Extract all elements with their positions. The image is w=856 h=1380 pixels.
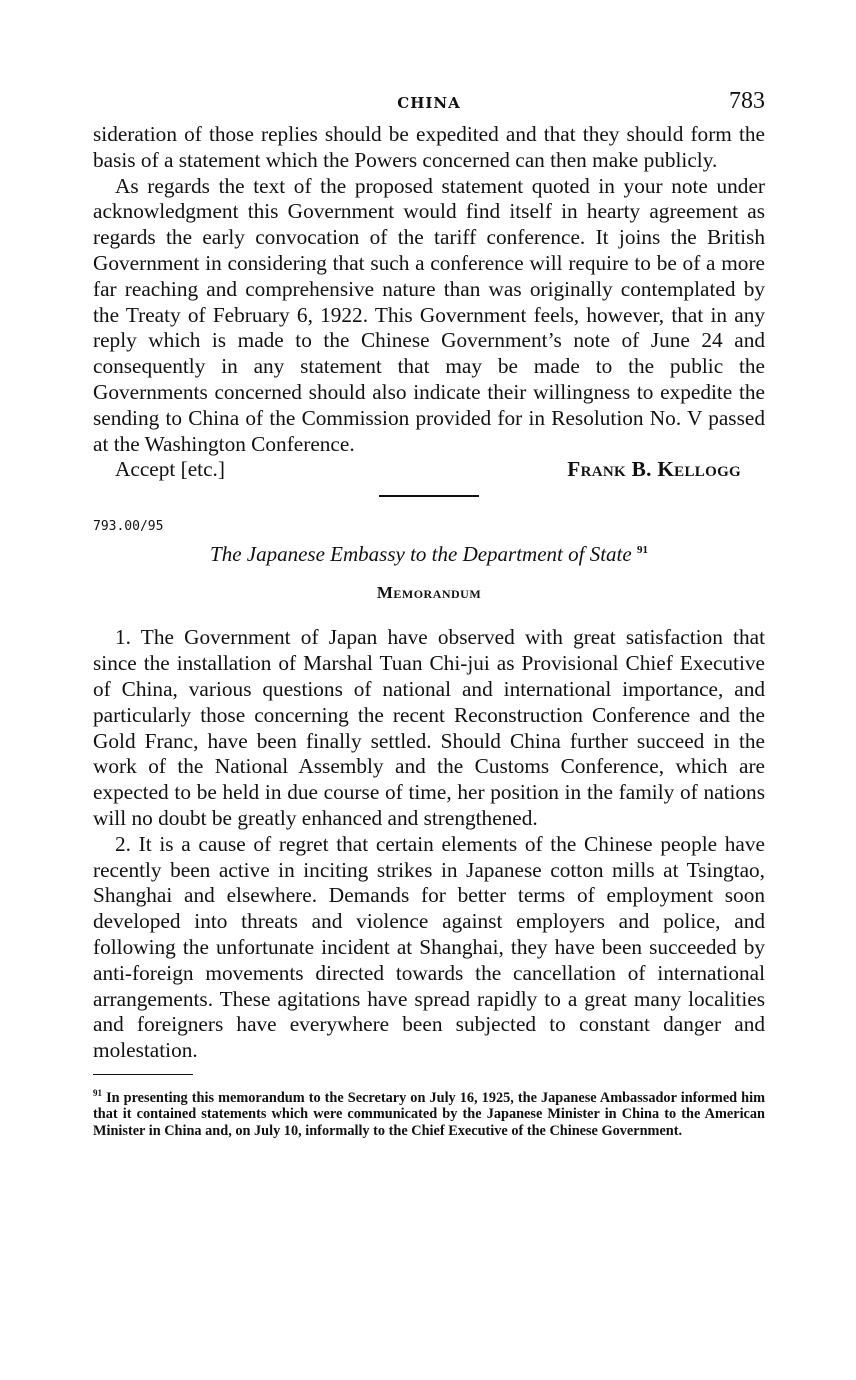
footnote-reference: 91 (636, 544, 648, 557)
footnote-number: 91 (93, 1087, 102, 1098)
letter-paragraph: As regards the text of the proposed statement quoted in your note under acknowledgment this Government would find itself in hearty agreement as regards the early convocation of the tariff conference. It joins the British Government in considering that such a conference will require to be of a more far reaching and comprehensive nature than was originally contemplated by the Treaty of February 6, 1922. This Government feels, however, that in any reply which is made to the Chinese Government’s note of June 24 and consequently in any statement that may be made to the public the Governments concerned should also indicate their willingness to expedite the sending to China of the Commission provided for in Resolution No. V passed at the Washington Conference. (93, 173, 765, 456)
running-header (93, 88, 765, 122)
footnote (93, 1085, 765, 1139)
letter-closing (93, 457, 765, 487)
page-number: 783 (729, 88, 765, 114)
memo-title: Memorandum (376, 583, 482, 603)
footnote-rule (93, 1074, 193, 1075)
memo-paragraph-1: 1. The Government of Japan have observed with great satisfaction that since the installation of Marshal Tuan Chi-jui as Provisional Chief Executive of China, various questions of national and international importance, and particularly those concerning the recent Reconstruction Conference and the Gold Franc, have been finally settled. Should China further succeed in the work of the National Assembly and the Customs Conference, which are expected to be held in due course of time, her position in the family of nations will no doubt be greatly enhanced and strengthened. (93, 625, 765, 830)
footnote-text: In presenting this memorandum to the Secretary on July 16, 1925, the Japanese Ambassador informed him that it contained statements which were communicated by the Japanese Minister in China to the American Minister in China and, on July 10, informally to the Chief Executive of the Chinese Government. (93, 1089, 765, 1139)
memo-paragraph-2: 2. It is a cause of regret that certain elements of the Chinese people have recently been active in inciting strikes in Japanese cotton mills at Tsingtao, Shanghai and elsewhere. Demands for better terms of employment soon developed into threats and violence against employers and police, and following the unfortunate incident at Shanghai, they have been succeeded by anti-foreign movements directed towards the cancellation of international arrangements. These agitations have spread rapidly to a great many localities and foreigners have everywhere been subjected to constant danger and molestation. (93, 831, 765, 1063)
complimentary-close: Accept [etc.] (115, 457, 225, 482)
memo-body (93, 625, 765, 1064)
section-divider (379, 495, 479, 497)
page (93, 88, 765, 1139)
document-heading-text: The Japanese Embassy to the Department of State (210, 542, 632, 567)
letter-paragraph-continued: sideration of those replies should be expedited and that they should form the basis of a statement which the Powers concerned can then make publicly. (93, 122, 765, 172)
signature: Frank B. Kellogg (567, 457, 741, 482)
running-title: CHINA (397, 94, 461, 112)
file-number: 793.00/95 (93, 519, 164, 535)
document-heading (93, 542, 765, 567)
